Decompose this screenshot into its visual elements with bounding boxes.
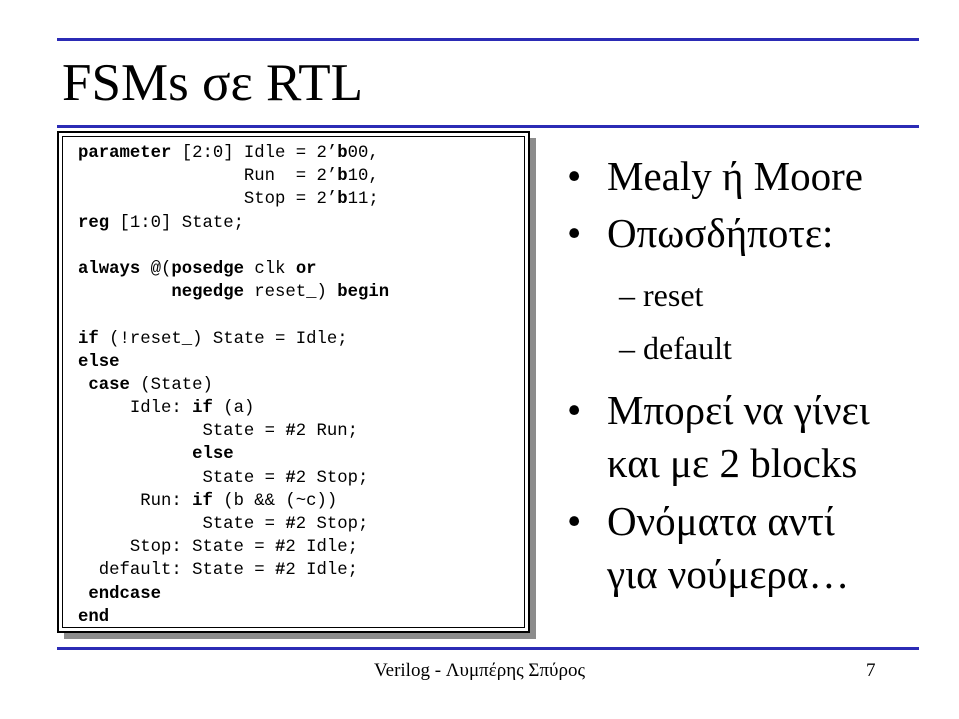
bullet-icon: • (567, 387, 582, 433)
code-text: 2 Stop; (295, 468, 369, 488)
code-text (78, 376, 88, 395)
code-text: 2 Idle; (285, 561, 359, 581)
code-line (78, 188, 389, 211)
code-text: (b && (~c)) (212, 491, 338, 511)
code-keyword: # (285, 422, 296, 442)
code-text: State = (78, 468, 286, 488)
code-line (78, 443, 389, 466)
code-text: State = (78, 422, 286, 442)
top-rule (57, 38, 919, 41)
code-text: 10, (347, 167, 379, 187)
code-line (78, 397, 389, 420)
code-line (78, 304, 389, 327)
code-line (78, 328, 389, 351)
code-keyword: else (78, 352, 120, 372)
bullet-item (567, 209, 833, 257)
code-text: reset_) (243, 283, 338, 303)
sub-bullet-item: – reset (619, 277, 704, 313)
code-keyword: b (337, 167, 348, 187)
code-text: 00, (347, 144, 379, 163)
code-text (78, 283, 171, 302)
code-keyword: # (275, 538, 286, 558)
bullet-icon: • (567, 498, 582, 544)
code-text: 2 Idle; (285, 538, 359, 558)
code-keyword: else (192, 445, 234, 465)
code-line (78, 467, 389, 490)
code-text: 2 Run; (295, 422, 359, 442)
code-text: State = (78, 515, 286, 534)
bullet-item (567, 152, 863, 200)
code-box (57, 131, 530, 633)
code-keyword: begin (337, 283, 390, 303)
code-text: (!reset_) State = Idle; (98, 329, 348, 349)
code-text: 2 Stop; (295, 515, 369, 534)
code-line (78, 490, 389, 513)
code-line (78, 165, 389, 188)
code-line (78, 536, 389, 559)
code-text: (State) (129, 375, 213, 395)
bullet-text: Οπωσδήποτε: (607, 210, 834, 256)
code-text (78, 445, 192, 464)
bullet-text-continuation: και με 2 blocks (607, 440, 858, 486)
footer-text: Verilog - Λυμπέρης Σπύρος (374, 660, 585, 681)
code-line (78, 142, 389, 165)
bullet-item (567, 386, 870, 434)
bullet-text: Ονόματα αντί (607, 498, 835, 544)
code-line (78, 513, 389, 536)
code-keyword: posedge (171, 259, 244, 279)
code-text: Idle: (78, 399, 193, 419)
code-keyword: or (295, 259, 317, 279)
code-line (78, 420, 389, 443)
code-text: [2:0] Idle = 2’ (171, 144, 338, 163)
code-text: clk (243, 259, 296, 279)
code-keyword: # (275, 561, 286, 581)
code-keyword: always (78, 259, 141, 279)
code-line (78, 258, 389, 281)
code-text: [1:0] State; (109, 213, 244, 233)
bullet-icon: • (567, 153, 582, 199)
code-keyword: if (192, 399, 213, 419)
code-keyword: b (337, 190, 348, 210)
bullet-item (567, 497, 835, 545)
code-text: (a) (212, 399, 255, 419)
code-keyword: negedge (171, 283, 244, 303)
code-keyword: # (285, 468, 296, 488)
code-keyword: case (88, 375, 130, 395)
code-text: Stop: State = (78, 538, 276, 558)
code-text: default: State = (78, 561, 276, 581)
footer-rule (57, 647, 919, 650)
bullet-icon: • (567, 210, 582, 256)
verilog-code (78, 142, 389, 629)
code-line (78, 583, 389, 606)
code-keyword: b (337, 144, 348, 163)
code-keyword: if (192, 491, 213, 511)
bullet-text: Mealy ή Moore (607, 153, 863, 199)
page-number: 7 (866, 660, 876, 681)
code-line (78, 281, 389, 304)
code-line (78, 235, 389, 258)
bullet-text: Μπορεί να γίνει (607, 387, 870, 433)
code-keyword: reg (78, 213, 110, 233)
sub-bullet-item: – default (619, 330, 732, 366)
code-text (78, 585, 88, 604)
code-text: Run = 2’ (78, 167, 338, 187)
code-line (78, 374, 389, 397)
code-line (78, 606, 389, 629)
code-line (78, 351, 389, 374)
code-keyword: endcase (88, 584, 161, 604)
code-line (78, 212, 389, 235)
bullet-text-continuation: για νούμερα… (607, 551, 850, 597)
code-keyword: # (285, 515, 296, 534)
code-keyword: end (78, 607, 110, 627)
code-text: 11; (347, 190, 379, 210)
code-text: @( (140, 259, 172, 279)
code-text: Run: (78, 491, 193, 511)
code-keyword: if (78, 329, 99, 349)
code-line (78, 559, 389, 582)
title-rule (57, 125, 919, 128)
slide-title: FSMs σε RTL (62, 54, 363, 112)
code-keyword: parameter (78, 144, 172, 163)
code-text: Stop = 2’ (78, 190, 338, 210)
